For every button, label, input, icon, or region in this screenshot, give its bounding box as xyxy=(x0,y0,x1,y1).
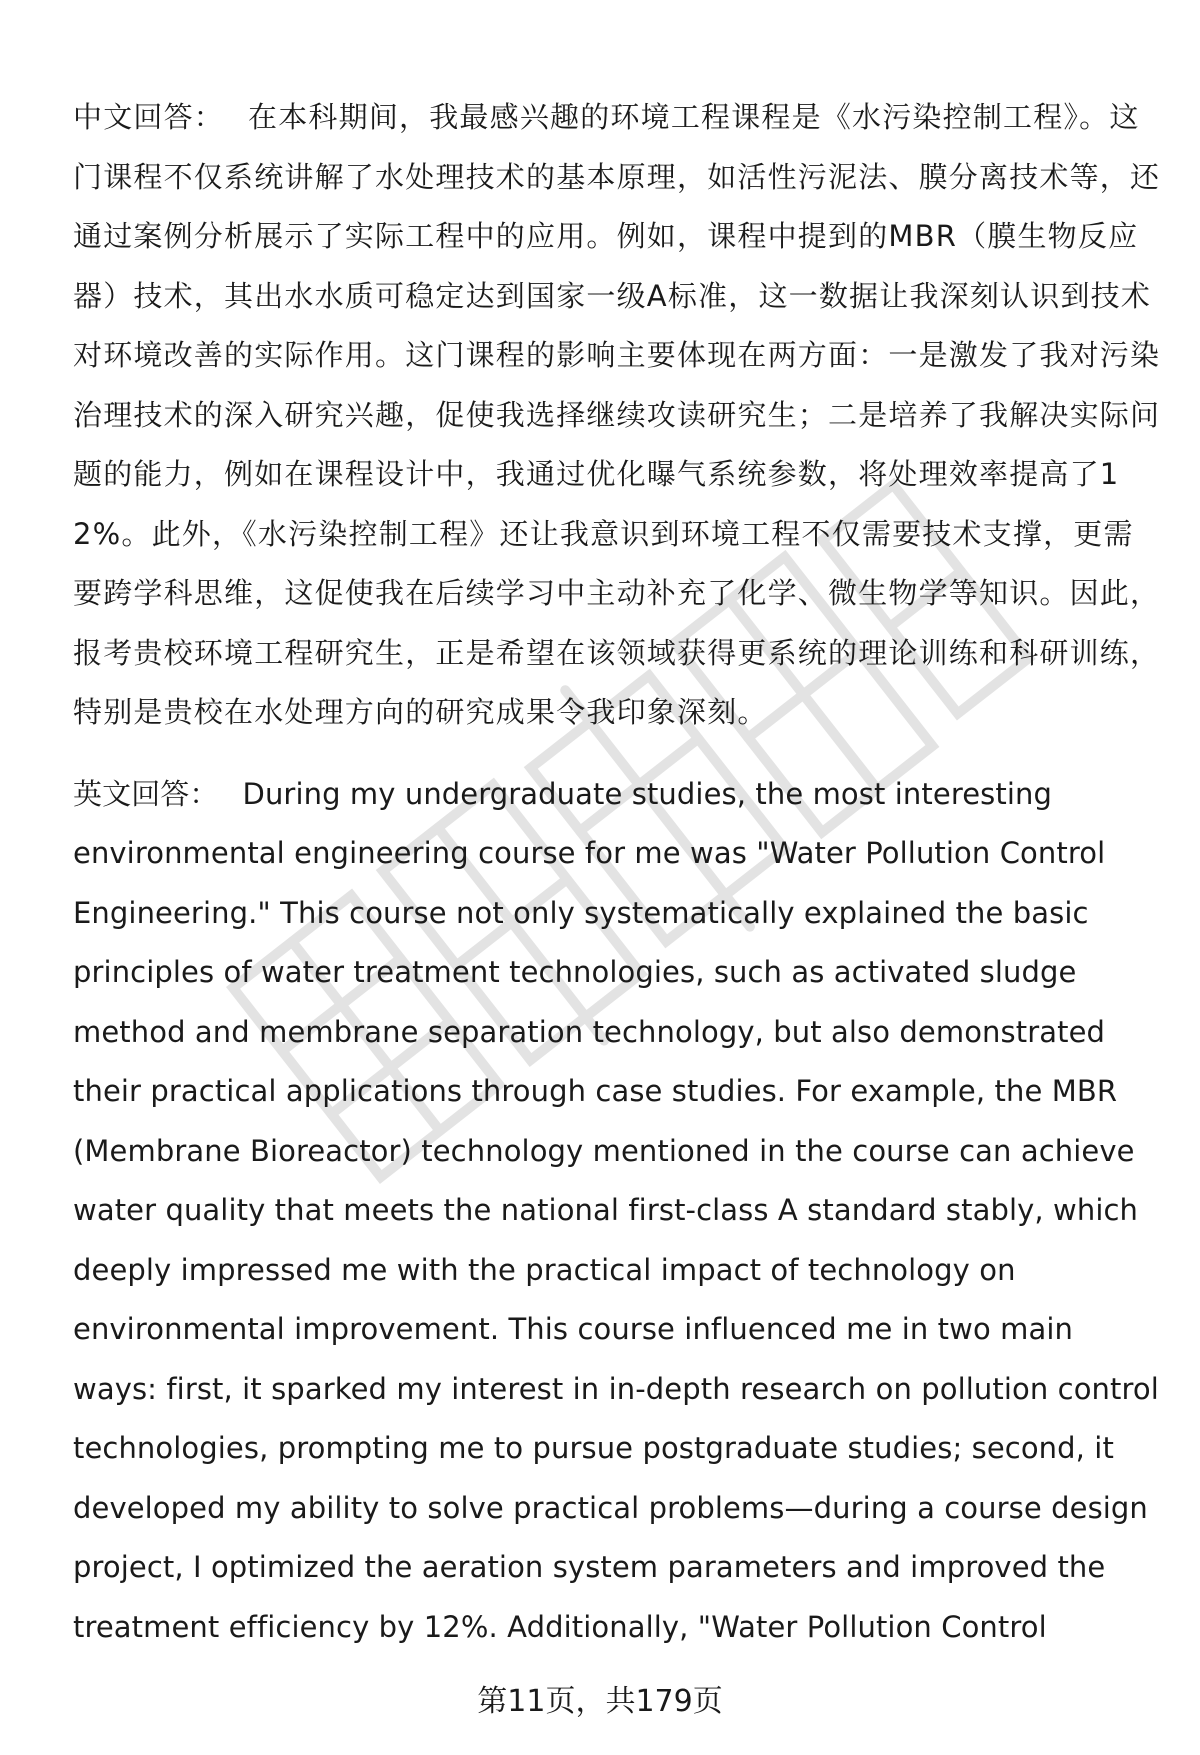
zh-answer-text: 在本科期间，我最感兴趣的环境工程课程是《水污染控制工程》。这门课程不仅系统讲解了水处理技术的基本原理，如活性污泥法、膜分离技术等，还通过案例分析展示了实际工程中的应用。例如，课程中提到的MBR（膜生物反应器）技术，其出水水质可稳定达到国家一级A标准，这一数据让我深刻认识到技术对环境改善的实际作用。这门课程的影响主要体现在两方面：一是激发了我对污染治理技术的深入研究兴趣，促使我选择继续攻读研究生；二是培养了我解决实际问题的能力，例如在课程设计中，我通过优化曝气系统参数，将处理效率提高了12%。此外，《水污染控制工程》还让我意识到环境工程不仅需要技术支撑，更需要跨学科思维，这促使我在后续学习中主动补充了化学、微生物学等知识。因此，报考贵校环境工程研究生，正是希望在该领域获得更系统的理论训练和科研训练，特别是贵校在水处理方向的研究成果令我印象深刻。 xyxy=(73,100,1161,729)
zh-answer-paragraph xyxy=(73,88,1163,743)
page-number-footer: 第11页，共179页 xyxy=(477,1684,723,1719)
en-answer-label: 英文回答： xyxy=(73,776,219,811)
document-page xyxy=(73,88,1163,1657)
zh-answer-label: 中文回答： xyxy=(73,100,225,134)
en-answer-text: During my undergraduate studies, the most interesting environmental engineering course for me was "Water Pollution Control Engineering." This course not only systematically explained the basic principles of water treatment technologies, such as activated sludge method and membrane separation technology, but also demonstrated their practical applications through case studies. For example, the MBR (Membrane Bioreactor) technology mentioned in the course can achieve water quality that meets the national first-class A standard stably, which deeply impressed me with the practical impact of technology on environmental improvement. This course influenced me in two main ways: first, it sparked my interest in in-depth research on pollution control technologies, prompting me to pursue postgraduate studies; second, it developed my ability to solve practical problems—during a course design project, I optimized the aeration system parameters and improved the treatment efficiency by 12%. Additionally, "Water Pollution Control xyxy=(73,776,1159,1644)
en-answer-paragraph xyxy=(73,765,1163,1658)
